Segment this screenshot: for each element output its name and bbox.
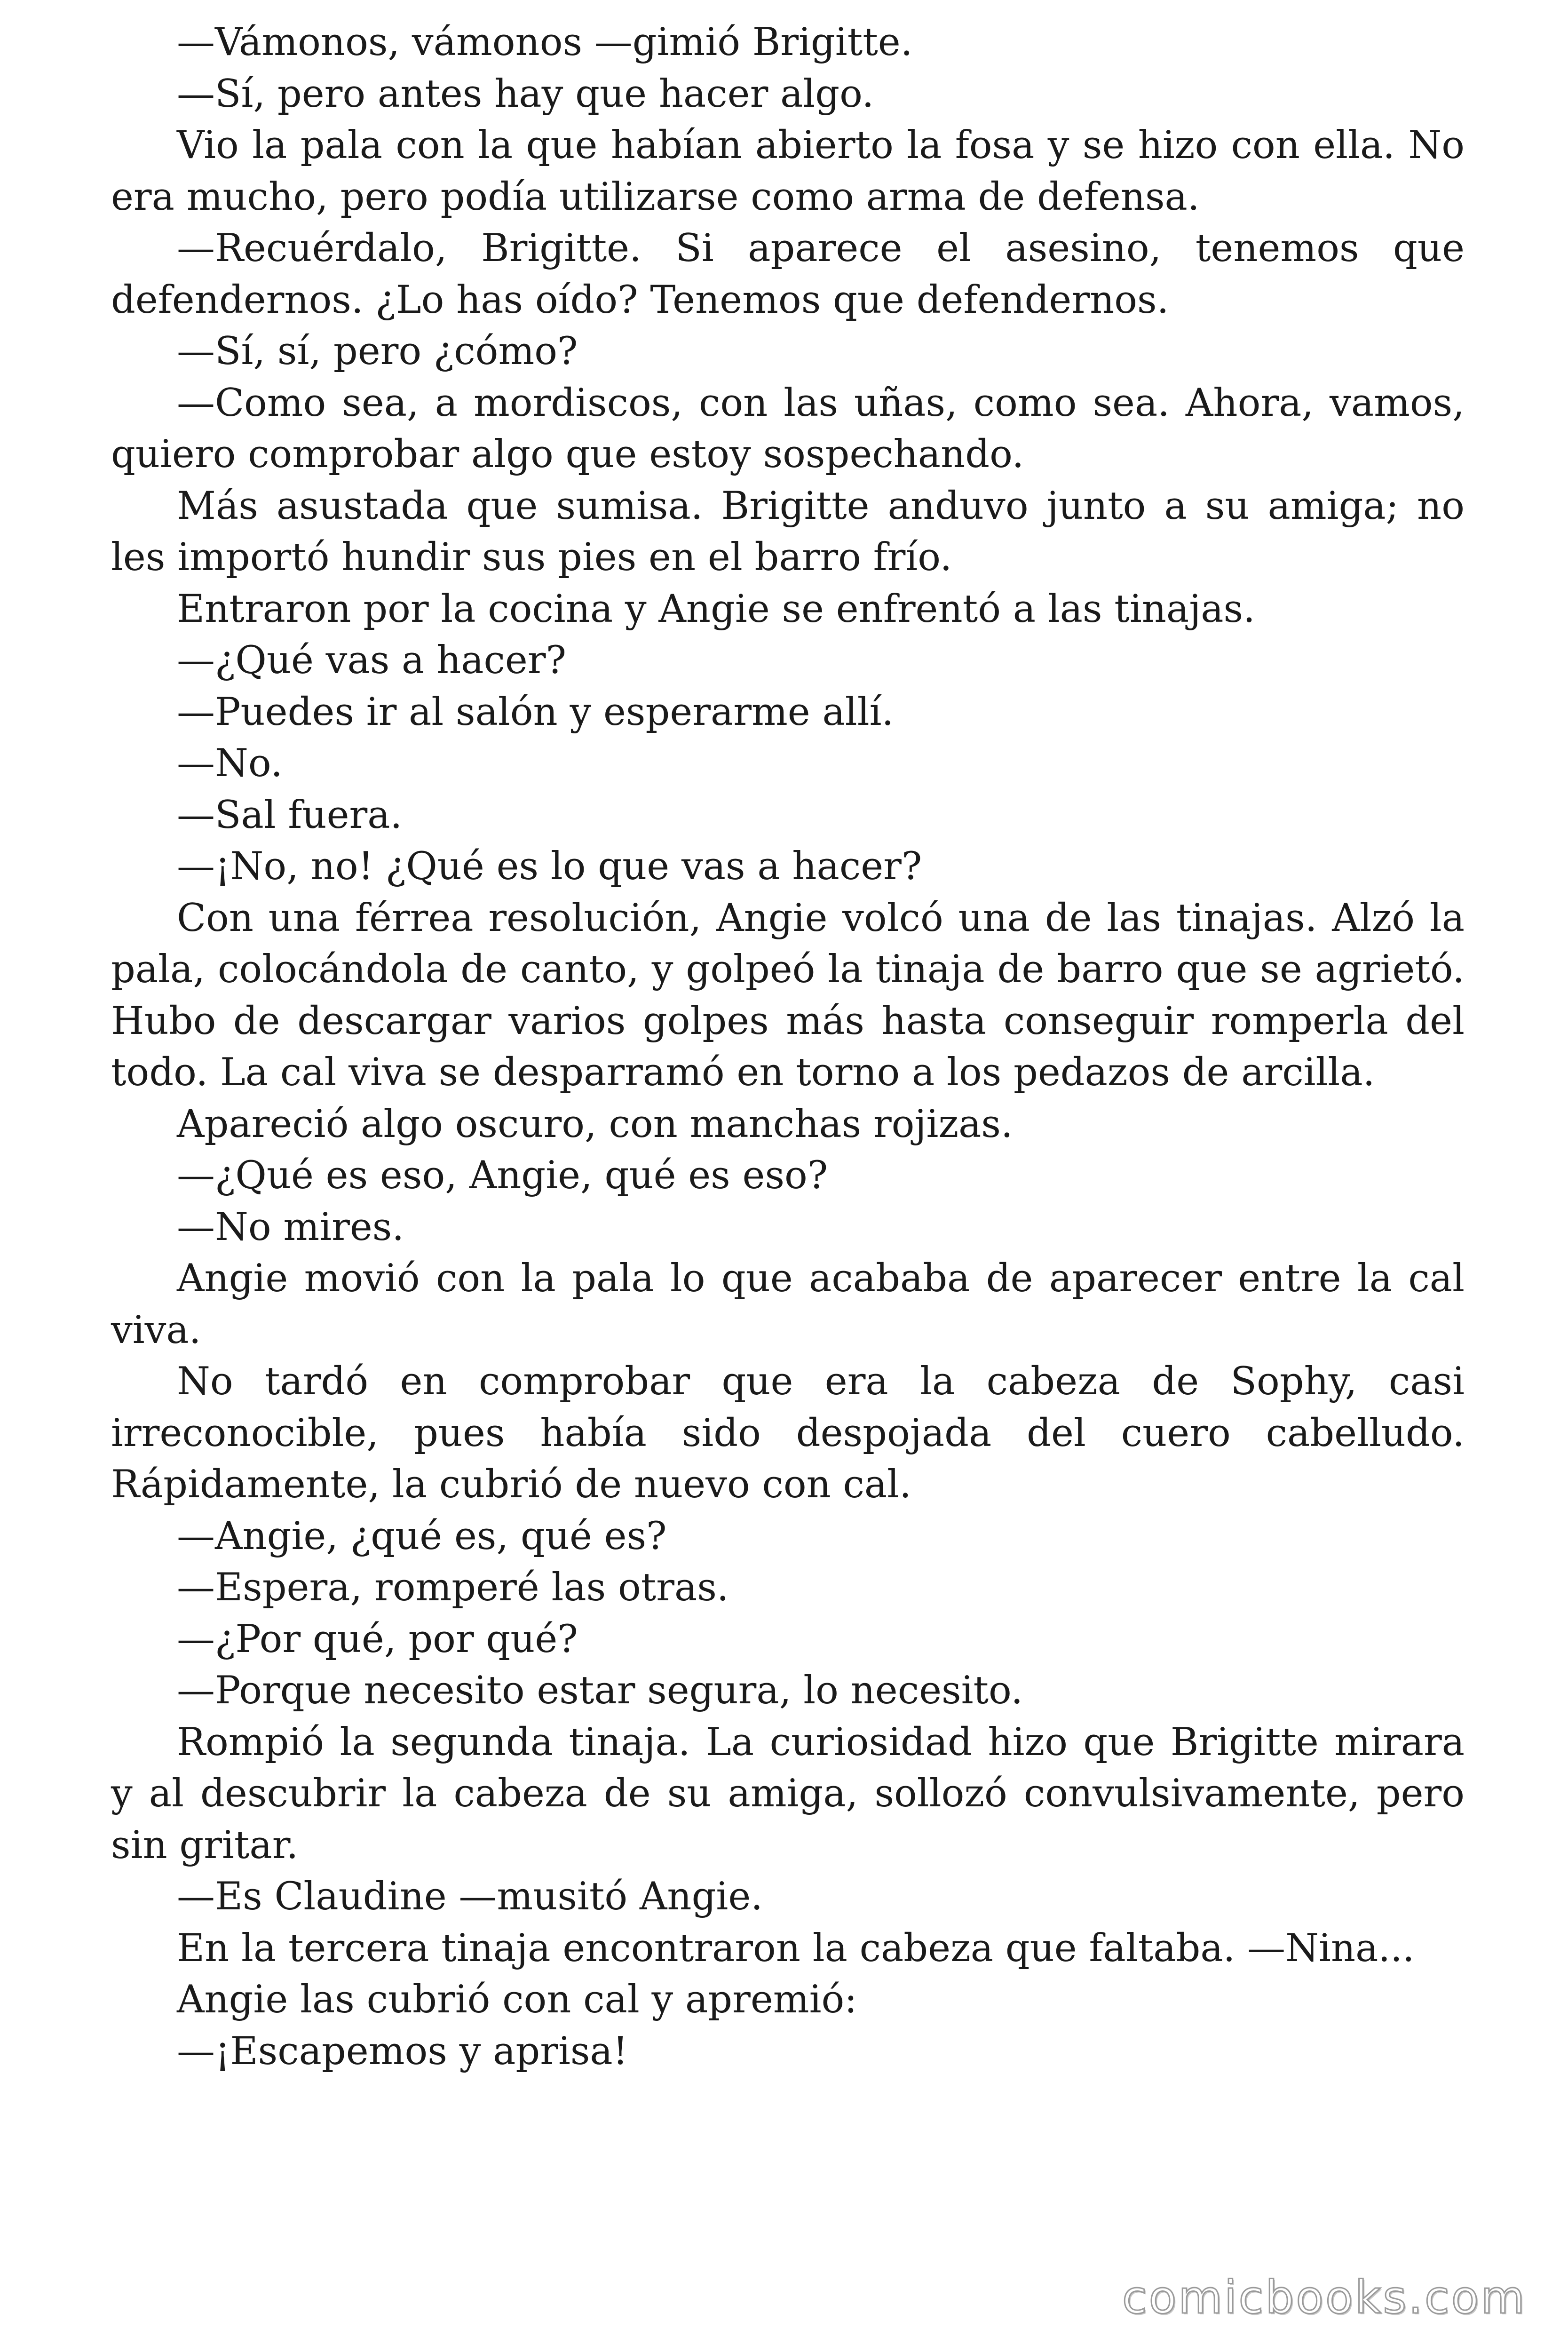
paragraph: —Es Claudine —musitó Angie. [177,1875,763,1919]
paragraph: —¿Qué es eso, Angie, qué es eso? [177,1153,828,1198]
paragraph: —¿Qué vas a hacer? [177,638,566,683]
paragraph: —No. [177,741,283,786]
paragraph: Angie movió con la pala lo que acababa de aparecer entre la cal viva. [111,1256,1465,1352]
paragraph: En la tercera tinaja encontraron la cabeza que faltaba. —Nina... [177,1926,1415,1971]
book-page-text [111,17,1465,2077]
paragraph: —¿Por qué, por qué? [177,1617,578,1661]
paragraph: Angie las cubrió con cal y apremió: [177,1978,857,2022]
paragraph: Más asustada que sumisa. Brigitte anduvo junto a su amiga; no les importó hundir sus pies en el barro frío. [111,484,1465,580]
paragraph: Con una férrea resolución, Angie volcó una de las tinajas. Alzó la pala, colocándola de canto, y golpeó la tinaja de barro que se agrietó. Hubo de descargar varios golpes más hasta conseguir romperla del todo. La cal viva se desparramó en torno a los pedazos de arcilla. [111,896,1465,1095]
paragraph: —Recuérdalo, Brigitte. Si aparece el asesino, tenemos que defendernos. ¿Lo has oído? Tenemos que defendernos. [111,226,1465,322]
paragraph: Apareció algo oscuro, con manchas rojizas. [177,1102,1013,1146]
paragraph: No tardó en comprobar que era la cabeza de Sophy, casi irreconocible, pues había sido despojada del cuero cabelludo. Rápidamente, la cubrió de nuevo con cal. [111,1359,1465,1507]
paragraph: —Sal fuera. [177,793,403,837]
paragraph: —Como sea, a mordiscos, con las uñas, como sea. Ahora, vamos, quiero comprobar algo que estoy sospechando. [111,381,1465,477]
paragraph: —No mires. [177,1205,404,1249]
paragraph: —Sí, pero antes hay que hacer algo. [177,72,874,116]
paragraph: —Sí, sí, pero ¿cómo? [177,329,578,373]
paragraph: Entraron por la cocina y Angie se enfrentó a las tinajas. [177,587,1255,631]
paragraph: —Vámonos, vámonos —gimió Brigitte. [177,20,913,64]
watermark: comicbooks.com [1122,2271,1527,2324]
paragraph: —Porque necesito estar segura, lo necesito. [177,1669,1023,1713]
paragraph: —¡Escapemos y aprisa! [177,2029,628,2074]
paragraph: Rompió la segunda tinaja. La curiosidad hizo que Brigitte mirara y al descubrir la cabeza de su amiga, sollozó convulsivamente, pero sin gritar. [111,1720,1465,1867]
paragraph: Vio la pala con la que habían abierto la fosa y se hizo con ella. No era mucho, pero podía utilizarse como arma de defensa. [111,123,1465,219]
paragraph: —¡No, no! ¿Qué es lo que vas a hacer? [177,844,922,889]
paragraph: —Angie, ¿qué es, qué es? [177,1514,667,1558]
paragraph: —Puedes ir al salón y esperarme allí. [177,690,894,734]
paragraph: —Espera, romperé las otras. [177,1565,729,1610]
